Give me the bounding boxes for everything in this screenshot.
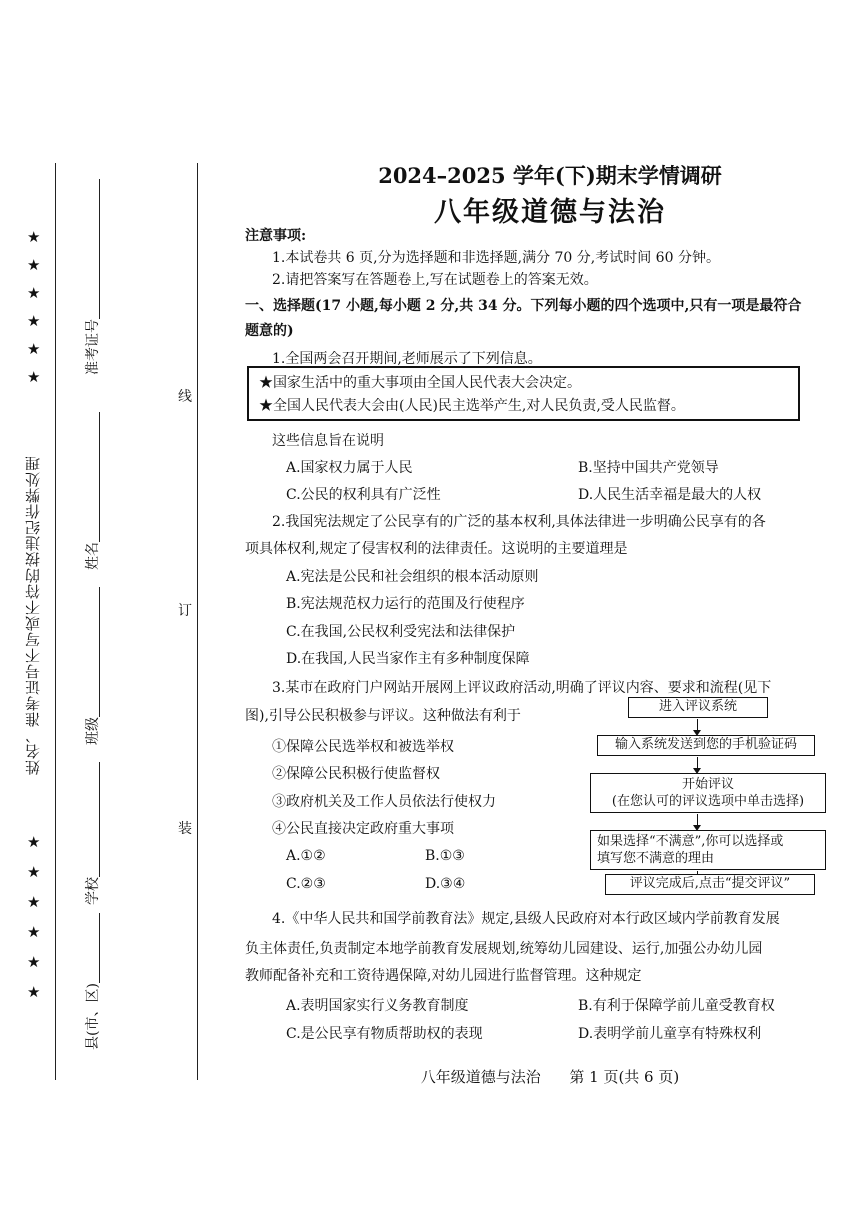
field-exam-number[interactable] — [82, 179, 102, 375]
flow-step-code: 输入系统发送到您的手机验证码 — [597, 735, 815, 756]
q3-option-b: B.①③ — [425, 848, 465, 864]
star-icon: ★ — [27, 983, 41, 1001]
star-icon: ★ — [27, 863, 41, 881]
star-icon: ★ — [27, 368, 41, 386]
flow-step-start — [590, 773, 826, 813]
q1-ask: 这些信息旨在说明 — [272, 433, 384, 449]
section1-heading-cont: 题意的) — [245, 323, 294, 339]
q1-option-a: A.国家权力属于人民 — [286, 460, 413, 476]
star-icon: ★ — [27, 953, 41, 971]
flow-step-reason — [590, 830, 826, 870]
flow-arrow — [697, 719, 698, 734]
margin-warning: 姓名、准考证号不写或不符的按违纪作弊处理 — [24, 455, 42, 775]
q1-option-b: B.坚持中国共产党领导 — [578, 460, 719, 476]
field-label: 准考证号 — [85, 319, 101, 375]
q3-option-d: D.③④ — [425, 876, 466, 892]
q1-option-d: D.人民生活幸福是最大的人权 — [578, 487, 762, 503]
flow-step-enter: 进入评议系统 — [628, 697, 768, 718]
binding-mark-line: 线 — [178, 389, 192, 405]
q2-option-c: C.在我国,公民权利受宪法和法律保护 — [286, 624, 516, 640]
q3-item: ④公民直接决定政府重大事项 — [272, 821, 454, 837]
flow-step-start-title: 开始评议 — [681, 777, 734, 792]
q3-stem-cont: 图),引导公民积极参与评议。这种做法有利于 — [245, 708, 521, 724]
q2-option-b: B.宪法规范权力运行的范围及行使程序 — [286, 596, 525, 612]
field-school[interactable] — [82, 762, 102, 905]
star-icon: ★ — [27, 923, 41, 941]
q4-stem: 4.《中华人民共和国学前教育法》规定,县级人民政府对本行政区域内学前教育发展 — [272, 911, 780, 927]
star-icon: ★ — [27, 340, 41, 358]
field-label: 县(市、区) — [85, 983, 101, 1050]
q1-stem: 1.全国两会召开期间,老师展示了下列信息。 — [272, 351, 542, 367]
q3-item: ③政府机关及工作人员依法行使权力 — [272, 794, 496, 810]
field-class[interactable] — [82, 587, 102, 745]
q3-stem: 3.某市在政府门户网站开展网上评议政府活动,明确了评议内容、要求和流程(见下 — [272, 680, 772, 696]
q4-stem-cont: 教师配备补充和工资待遇保障,对幼儿园进行监督管理。这种规定 — [245, 968, 642, 984]
star-icon: ★ — [27, 833, 41, 851]
q2-stem-cont: 项具体权利,规定了侵害权利的法律责任。这说明的主要道理是 — [245, 541, 628, 557]
q2-option-a: A.宪法是公民和社会组织的根本活动原则 — [286, 569, 539, 585]
notes-heading: 注意事项: — [245, 228, 307, 244]
field-label: 班级 — [85, 717, 101, 745]
flow-arrow — [697, 757, 698, 772]
q4-option-c: C.是公民享有物质帮助权的表现 — [286, 1026, 483, 1042]
star-icon: ★ — [27, 284, 41, 302]
star-icon: ★ — [27, 228, 41, 246]
flow-step-start-hint: (在您认可的评议选项中单击选择) — [611, 794, 805, 809]
field-name[interactable] — [82, 412, 102, 570]
margin-line-right — [197, 163, 198, 1080]
star-icon: ★ — [27, 893, 41, 911]
q3-option-c: C.②③ — [286, 876, 326, 892]
flow-arrow — [697, 814, 698, 829]
flow-step-reason-line: 填写您不满意的理由 — [597, 851, 715, 866]
q2-stem: 2.我国宪法规定了公民享有的广泛的基本权利,具体法律进一步明确公民享有的各 — [272, 514, 766, 530]
section1-heading: 一、选择题(17 小题,每小题 2 分,共 34 分。下列每小题的四个选项中,只有一项是最符合 — [245, 298, 802, 314]
binding-mark-staple: 订 — [178, 603, 192, 619]
q1-info-line: ★国家生活中的重大事项由全国人民代表大会决定。 — [259, 375, 581, 391]
field-county[interactable] — [82, 913, 102, 1050]
binding-mark-bind: 装 — [178, 821, 192, 837]
q4-option-a: A.表明国家实行义务教育制度 — [286, 998, 469, 1014]
flow-step-reason-line: 如果选择“不满意”,你可以选择或 — [597, 834, 784, 849]
q2-option-d: D.在我国,人民当家作主有多种制度保障 — [286, 651, 530, 667]
q3-item: ①保障公民选举权和被选举权 — [272, 739, 454, 755]
q4-stem-cont: 负主体责任,负责制定本地学前教育发展规划,统筹幼儿园建设、运行,加强公办幼儿园 — [245, 941, 763, 957]
margin-line-left — [55, 163, 56, 1080]
field-label: 学校 — [85, 877, 101, 905]
q3-item: ②保障公民积极行使监督权 — [272, 766, 440, 782]
q1-option-c: C.公民的权利具有广泛性 — [286, 487, 441, 503]
exam-title-line1: 2024–2025 学年(下)期末学情调研 — [378, 163, 722, 188]
star-icon: ★ — [27, 256, 41, 274]
page-footer: 八年级道德与法治 第 1 页(共 6 页) — [420, 1068, 680, 1086]
q1-info-line: ★全国人民代表大会由(人民)民主选举产生,对人民负责,受人民监督。 — [259, 398, 685, 414]
flow-step-submit: 评议完成后,点击“提交评议” — [605, 874, 815, 895]
exam-title-line2: 八年级道德与法治 — [434, 197, 666, 228]
q4-option-d: D.表明学前儿童享有特殊权利 — [578, 1026, 762, 1042]
q3-option-a: A.①② — [286, 848, 326, 864]
q1-info-box — [247, 366, 800, 421]
note-item: 2.请把答案写在答题卷上,写在试题卷上的答案无效。 — [272, 272, 598, 288]
field-label: 姓名 — [85, 542, 101, 570]
star-icon: ★ — [27, 312, 41, 330]
note-item: 1.本试卷共 6 页,分为选择题和非选择题,满分 70 分,考试时间 60 分钟。 — [272, 250, 720, 266]
q4-option-b: B.有利于保障学前儿童受教育权 — [578, 998, 775, 1014]
